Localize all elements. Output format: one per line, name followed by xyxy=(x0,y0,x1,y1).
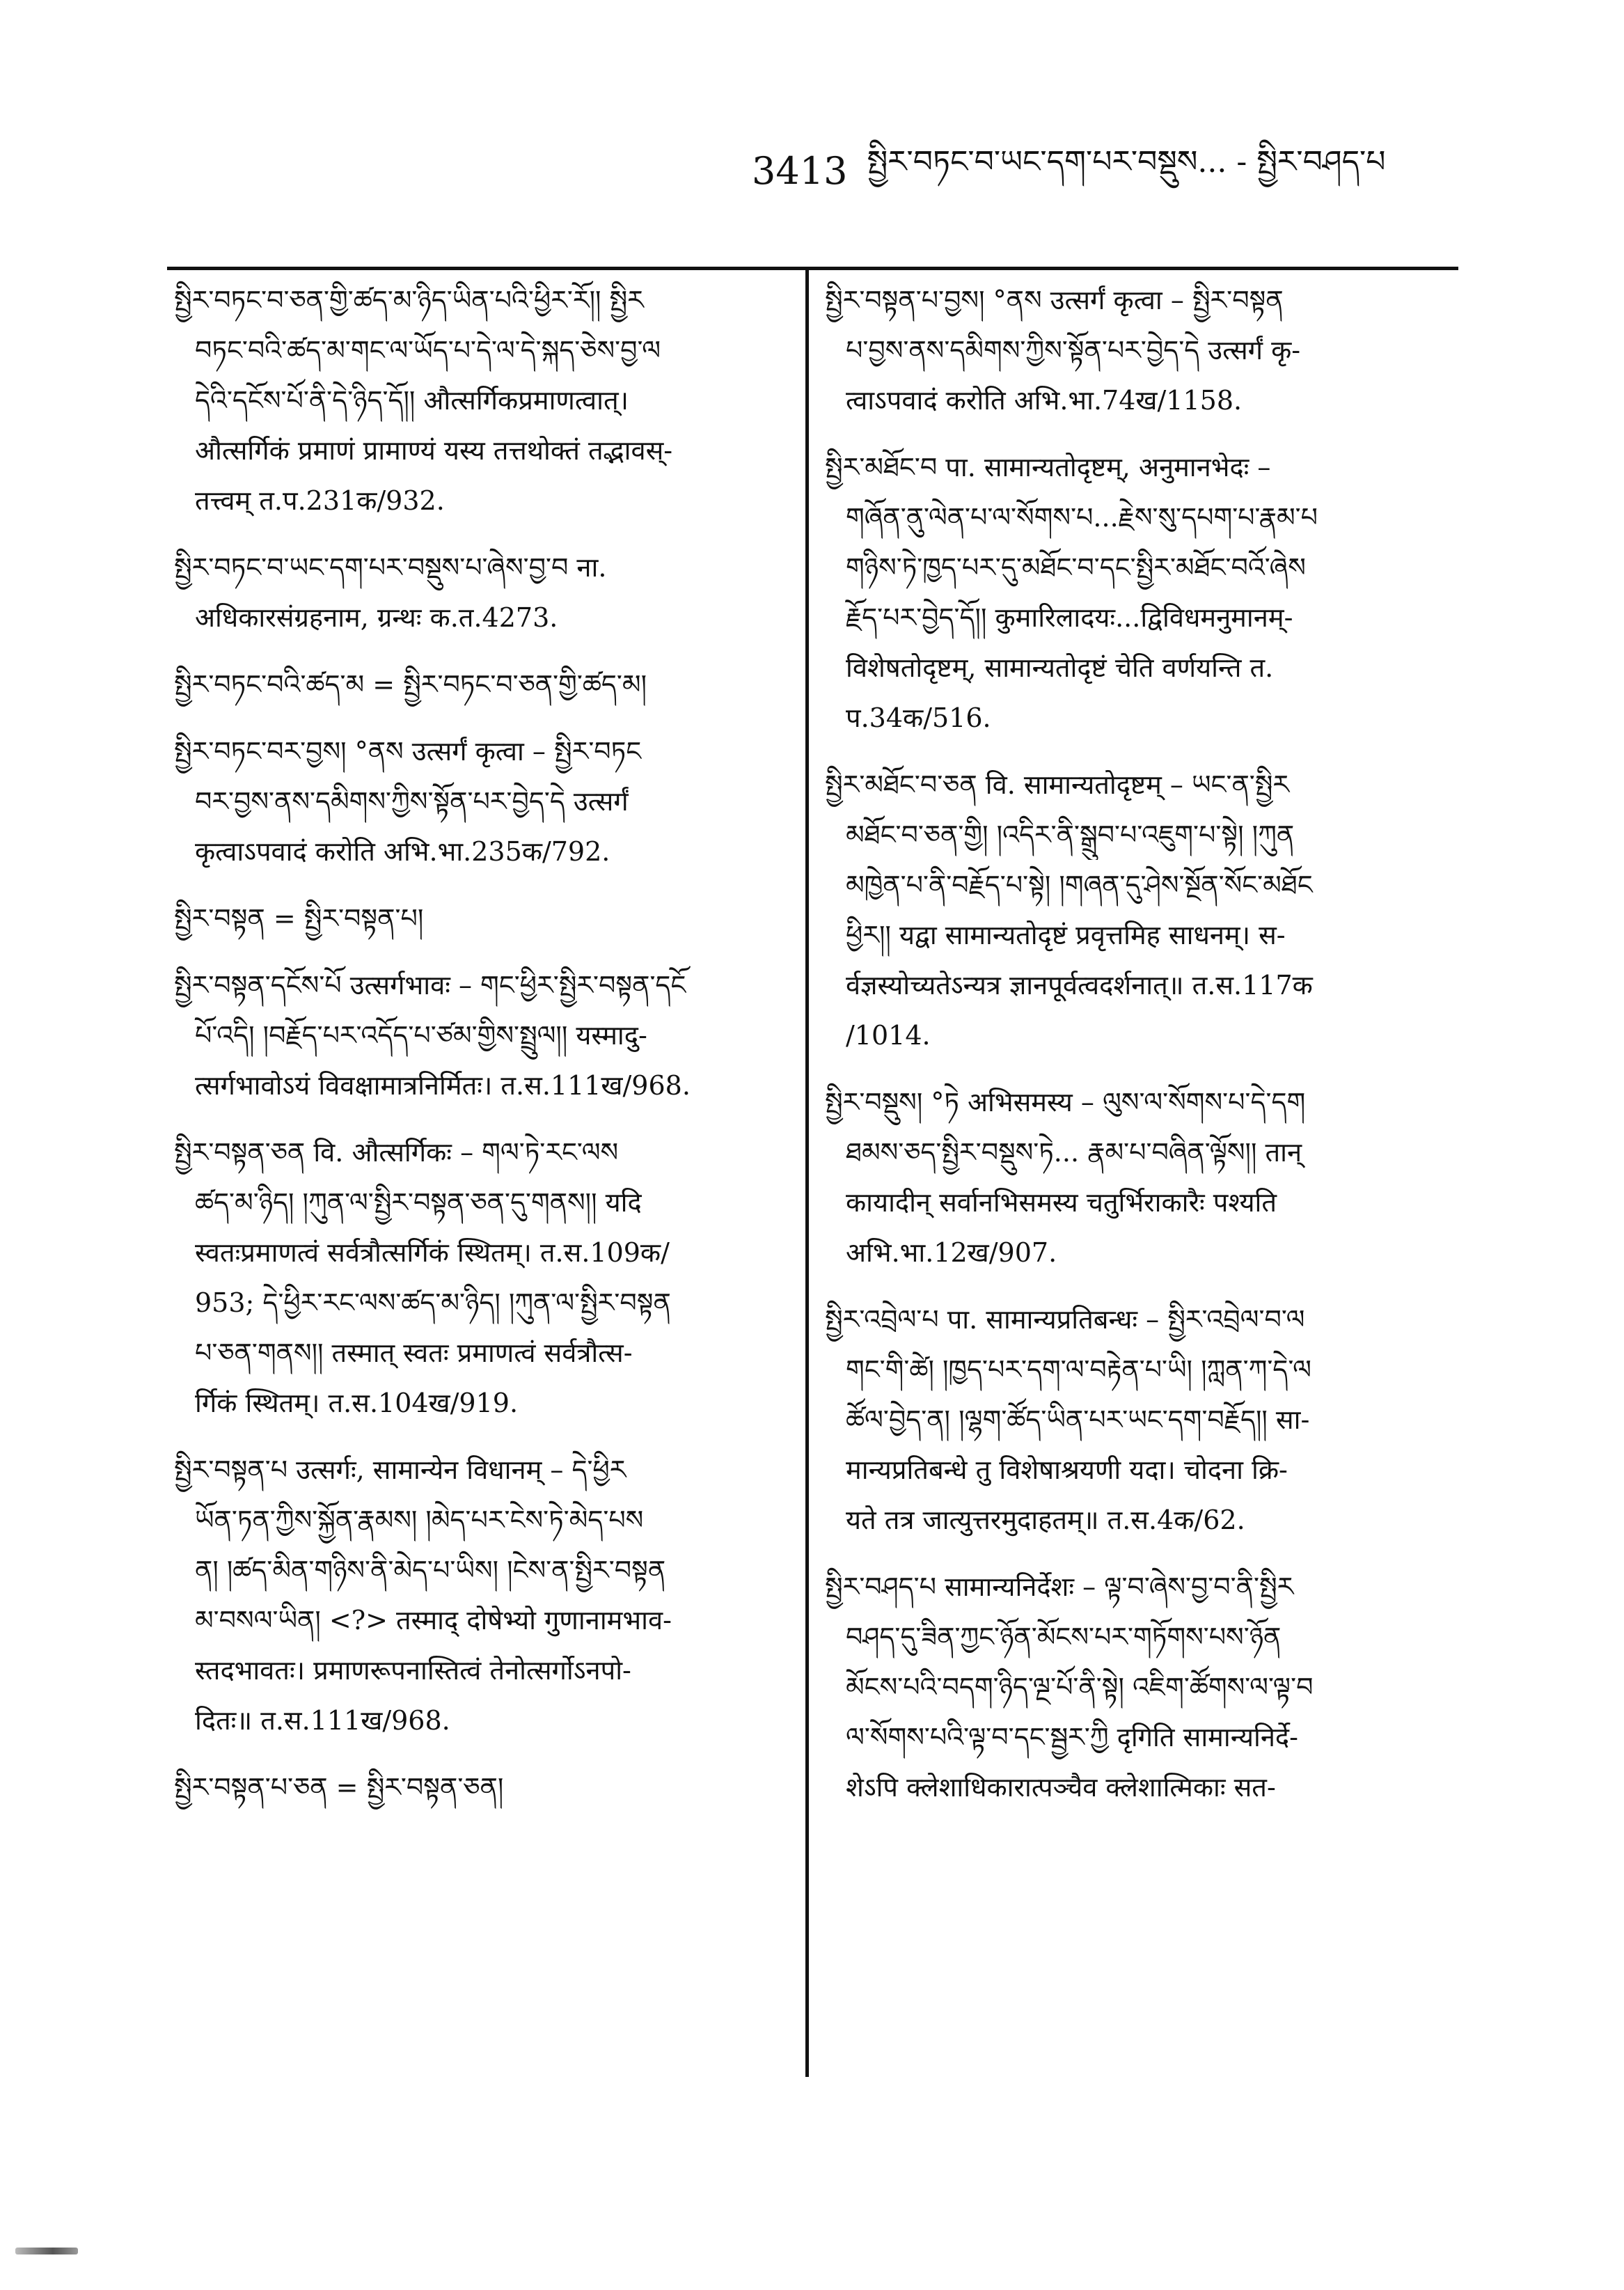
entry-text-line: कायादीन् सर्वानभिसमस्य चतुर्भिराकारैः पश्यति xyxy=(846,1187,1277,1218)
entry-text-line: གཉིས་ཏེ་ཁྱད་པར་དུ་མཐོང་བ་དང་སྤྱིར་མཐོང་བའོ་ཞེས xyxy=(846,552,1306,583)
entry-text-line: གཞོན་ནུ་ལེན་པ་ལ་སོགས་པ...རྗེས་སུ་དཔག་པ་རྣམ་པ xyxy=(846,502,1318,533)
entry-headword-line: སྤྱིར་མཐོང་བ पा. सामान्यतोदृष्टम्, अनुमानभेदः – xyxy=(825,452,1271,483)
entry-text-line: ན། །ཚད་མིན་གཉིས་ནི་མེད་པ་ཡིས། །ངེས་ན་སྤྱིར་བསྟན xyxy=(195,1555,666,1585)
entry-text-line: དེའི་དངོས་པོ་ནི་དེ་ཉིད་དོ།། औत्सर्गिकप्रमाणत्वात्। xyxy=(195,385,629,416)
dictionary-entry xyxy=(825,1077,1437,1278)
entry-text-line: མོངས་པའི་བདག་ཉིད་ལྔ་པོ་ནི་སྟེ། འཇིག་ཚོགས་ལ་ལྟ་བ xyxy=(846,1672,1314,1702)
entry-headword-line: སྤྱིར་མཐོང་བ་ཅན वि. सामान्यतोदृष्टम् – ཡང་ན་སྤྱིར xyxy=(825,769,1290,800)
dictionary-entry xyxy=(174,275,787,526)
entry-text-line: मान्यप्रतिबन्धे तु विशेषाश्रयणी यदा। चोदना क्रि- xyxy=(846,1454,1288,1485)
dictionary-entry xyxy=(174,893,787,943)
entry-headword-line: སྤྱིར་བཏང་བའི་ཚད་མ = སྤྱིར་བཏང་བ་ཅན་གྱི་ཚད་མ། xyxy=(174,669,647,700)
entry-text-line: རྗོད་པར་བྱེད་དོ།། कुमारिलादयः...द्विविधमनुमानम्- xyxy=(846,602,1293,633)
entry-text-line: स्वतःप्रमाणत्वं सर्वत्रौत्सर्गिकं स्थितम्। त.स.109क/ xyxy=(195,1237,670,1268)
header-rule xyxy=(167,267,1458,270)
page-number: 3413 xyxy=(752,148,848,193)
column-divider xyxy=(805,267,809,2077)
running-head: སྤྱིར་བཏང་བ་ཡང་དག་པར་བསྡུས... - སྤྱིར་བཤད་པ xyxy=(867,144,1386,180)
entry-text-line: ཐམས་ཅད་སྤྱིར་བསྡུས་ཏེ... རྣམ་པ་བཞིན་ལྟོས།། तान् xyxy=(846,1137,1302,1168)
entry-headword-line: སྤྱིར་བཤད་པ सामान्यनिर्देशः – ལྟ་བ་ཞེས་བྱ་བ་ནི་སྤྱིར xyxy=(825,1571,1294,1602)
left-column xyxy=(174,275,787,2113)
entry-text-line: अधिकारसंग्रहनाम, ग्रन्थः क.त.4273. xyxy=(195,602,558,633)
scan-artifact xyxy=(15,2248,78,2254)
dictionary-entry xyxy=(174,1445,787,1746)
entry-text-line: स्तदभावतः। प्रमाणरूपनास्तित्वं तेनोत्सर्गोऽनपो- xyxy=(195,1655,631,1686)
entry-text-line: ཡོན་ཏན་ཀྱིས་སྐྱོན་རྣམས། །མེད་པར་ངེས་ཏེ་མེད་པས xyxy=(195,1505,644,1535)
entry-text-line: औत्सर्गिकं प्रमाणं प्रामाण्यं यस्य तत्तथोक्तं तद्भावस्- xyxy=(195,435,673,466)
entry-text-line: शेऽपि क्लेशाधिकारात्पञ्चैव क्लेशात्मिकाः सत- xyxy=(846,1772,1276,1803)
entry-text-line: པོ་འདི། །བརྗོད་པར་འདོད་པ་ཙམ་གྱིས་སྤྲུལ།། यस्मादु- xyxy=(195,1020,647,1051)
dictionary-entry xyxy=(174,659,787,709)
entry-text-line: ཚོལ་བྱེད་ན། །ལྷག་ཚོད་ཡིན་པར་ཡང་དག་བརྗོད།། सा- xyxy=(846,1404,1310,1435)
entry-headword-line: སྤྱིར་འབྲེལ་པ पा. सामान्यप्रतिबन्धः – སྤྱིར་འབྲེལ་བ་ལ xyxy=(825,1304,1305,1335)
entry-text-line: མཁྱེན་པ་ནི་བརྗོད་པ་སྟེ། །གཞན་དུ་ཤེས་སྔོན་སོང་མཐོང xyxy=(846,870,1313,900)
dictionary-entry xyxy=(825,442,1437,743)
entry-text-line: प.34क/516. xyxy=(846,703,991,733)
entry-text-line: མ་བསལ་ཡིན། <?> तस्माद् दोषेभ्यो गुणानामभाव- xyxy=(195,1605,672,1636)
entry-text-line: བར་བྱས་ནས་དམིགས་ཀྱིས་སྟོན་པར་བྱེད་དེ उत्सर्गं xyxy=(195,786,629,817)
dictionary-entry xyxy=(825,1294,1437,1545)
entry-text-line: तत्त्वम् त.प.231क/932. xyxy=(195,485,445,516)
entry-text-line: བཤད་དུ་ཟིན་ཀྱང་ཉོན་མོངས་པར་གཏོགས་པས་ཉོན xyxy=(846,1622,1282,1652)
entry-text-line: अभि.भा.12ख/907. xyxy=(846,1237,1057,1268)
entry-text-line: /1014. xyxy=(846,1020,931,1051)
dictionary-entry xyxy=(174,726,787,877)
entry-headword-line: སྤྱིར་བསྡུས། °ཏེ अभिसमस्य – ལུས་ལ་སོགས་པ་དེ་དག xyxy=(825,1087,1306,1117)
entry-headword-line: སྤྱིར་བཏང་བར་བྱས། °ནས उत्सर्गं कृत्वा – སྤྱིར་བཏང xyxy=(174,736,642,767)
dictionary-entry xyxy=(174,1127,787,1428)
entry-headword-line: སྤྱིར་བསྟན་ཅན वि. औत्सर्गिकः – གལ་ཏེ་རང་ལས xyxy=(174,1137,619,1168)
dictionary-entry xyxy=(174,1762,787,1812)
page-header xyxy=(752,139,1448,202)
dictionary-entry xyxy=(174,542,787,643)
dictionary-entry xyxy=(825,760,1437,1060)
entry-headword-line: སྤྱིར་བསྟན་པ་ཅན = སྤྱིར་བསྟན་ཅན། xyxy=(174,1772,504,1803)
entry-text-line: त्सर्गभावोऽयं विवक्षामात्रनिर्मितः। त.स.111ख/968. xyxy=(195,1070,691,1101)
right-column xyxy=(825,275,1437,2113)
entry-headword-line: སྤྱིར་བསྟན = སྤྱིར་བསྟན་པ། xyxy=(174,903,424,934)
entry-text-line: ལ་སོགས་པའི་ལྟ་བ་དང་སྦྱར་ཀྱི दृगिति सामान्यनिर्दे- xyxy=(846,1722,1298,1752)
entry-headword-line: སྤྱིར་བཏང་བ་ཅན་གྱི་ཚད་མ་ཉིད་ཡིན་པའི་ཕྱིར་རོ།། སྤྱིར xyxy=(174,285,644,315)
entry-text-line: कृत्वाऽपवादं करोति अभि.भा.235क/792. xyxy=(195,836,610,867)
entry-text-line: 953; དེ་ཕྱིར་རང་ལས་ཚད་མ་ཉིད། །ཀུན་ལ་སྤྱིར་བསྟན xyxy=(195,1287,671,1318)
entry-text-line: दितः॥ त.स.111ख/968. xyxy=(195,1705,450,1736)
entry-text-line: र्गिकं स्थितम्। त.स.104ख/919. xyxy=(195,1388,519,1418)
dictionary-entry xyxy=(174,960,787,1111)
entry-text-line: བཏང་བའི་ཚད་མ་གང་ལ་ཡོད་པ་དེ་ལ་དེ་སྐད་ཅེས་བྱ་ལ xyxy=(195,335,661,366)
dictionary-entry xyxy=(825,275,1437,425)
entry-headword-line: སྤྱིར་བསྟན་པ उत्सर्गः, सामान्येन विधानम् – དེ་ཕྱིར xyxy=(174,1454,626,1485)
entry-text-line: མཐོང་བ་ཅན་གྱི། །འདིར་ནི་སྒྲུབ་པ་འཇུག་པ་སྟེ། །ཀུན xyxy=(846,819,1295,850)
entry-text-line: ཚད་མ་ཉིད། །ཀུན་ལ་སྤྱིར་བསྟན་ཅན་དུ་གནས།། यदि xyxy=(195,1187,642,1218)
entry-headword-line: སྤྱིར་བསྟན་པ་བྱས། °ནས उत्सर्गं कृत्वा – སྤྱིར་བསྟན xyxy=(825,285,1284,315)
entry-text-line: त्वाऽपवादं करोति अभि.भा.74ख/1158. xyxy=(846,385,1243,416)
entry-text-line: གང་གི་ཚེ། །ཁྱད་པར་དག་ལ་བརྟེན་པ་ཡི། །ཀླན་ཀ་དེ་ལ xyxy=(846,1354,1311,1385)
entry-text-line: यते तत्र जात्युत्तरमुदाहतम्॥ त.स.4क/62. xyxy=(846,1505,1245,1535)
entry-headword-line: སྤྱིར་བསྟན་དངོས་པོ उत्सर्गभावः – གང་ཕྱིར་སྤྱིར་བསྟན་དངོ xyxy=(174,970,686,1001)
dictionary-entry xyxy=(825,1562,1437,1812)
entry-text-line: विशेषतोदृष्टम्, सामान्यतोदृष्टं चेति वर्णयन्ति त. xyxy=(846,652,1274,683)
entry-text-line: པ་ཅན་གནས།། तस्मात् स्वतः प्रमाणत्वं सर्वत्रौत्स- xyxy=(195,1338,633,1368)
entry-headword-line: སྤྱིར་བཏང་བ་ཡང་དག་པར་བསྡུས་པ་ཞེས་བྱ་བ ना. xyxy=(174,552,607,583)
entry-text-line: པ་བྱས་ནས་དམིགས་ཀྱིས་སྟོན་པར་བྱེད་དེ उत्सर्गं कृ- xyxy=(846,335,1301,366)
entry-text-line: र्वज्ञस्योच्यतेऽन्यत्र ज्ञानपूर्वत्वदर्शनात्॥ त.स.117क xyxy=(846,970,1313,1001)
entry-text-line: ཕྱིར།། यद्वा सामान्यतोदृष्टं प्रवृत्तमिह साधनम्। स- xyxy=(846,920,1286,950)
